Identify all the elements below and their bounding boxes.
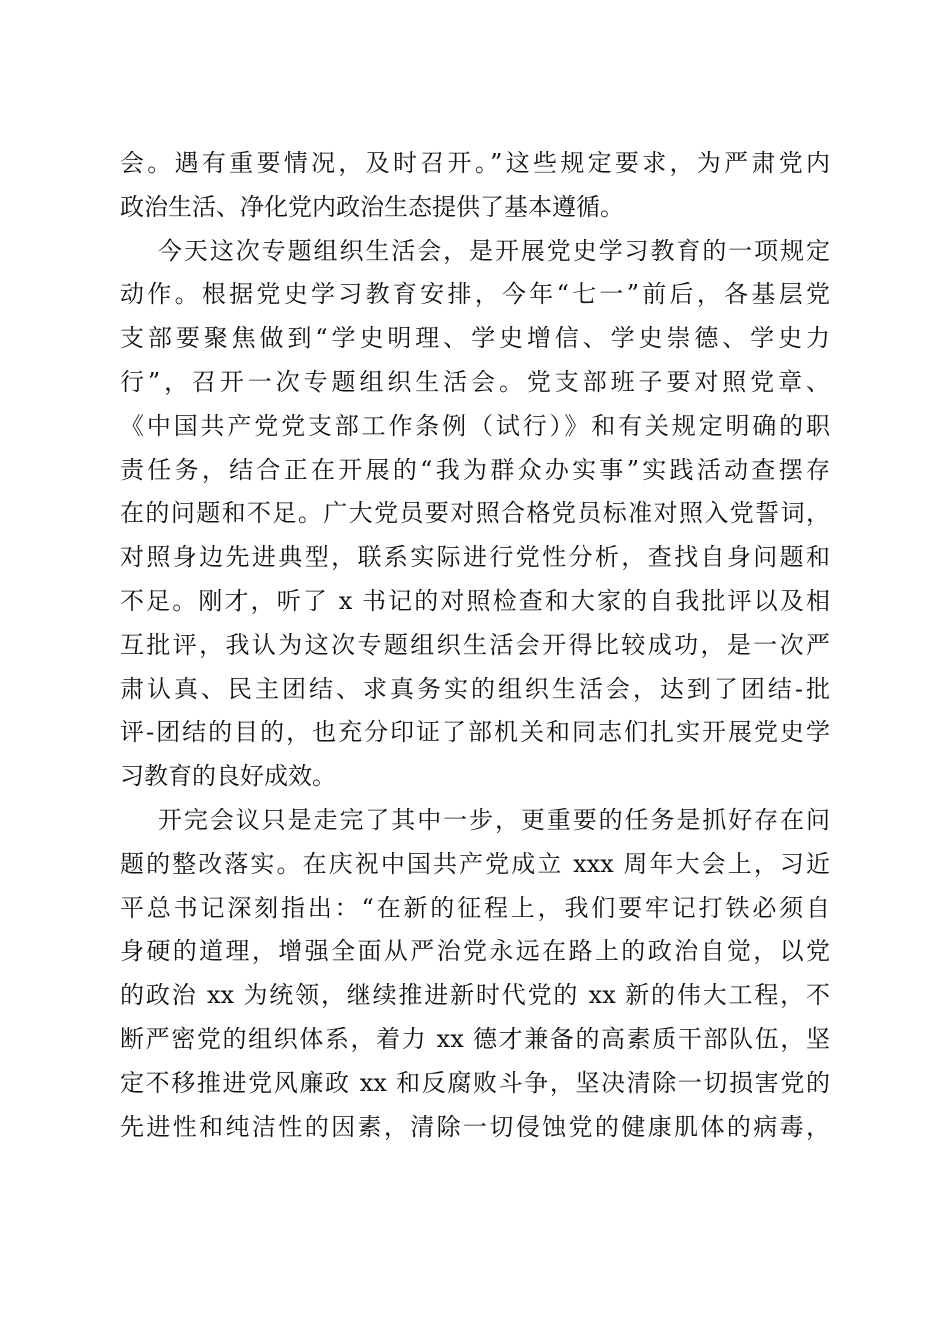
text-line: 行”，召开一次专题组织生活会。党支部班子要对照党章、 bbox=[120, 367, 830, 396]
text-line: 会。遇有重要情况，及时召开。”这些规定要求，为严肃党内 bbox=[120, 149, 830, 177]
text-line: 题的整改落实。在庆祝中国共产党成立 xxx 周年大会上，习近 bbox=[120, 849, 830, 878]
text-line: 评-团结的目的，也充分印证了部机关和同志们扎实开展党史学 bbox=[120, 718, 830, 747]
text-line: 动作。根据党史学习教育安排，今年“七一”前后，各基层党 bbox=[120, 280, 830, 309]
paragraph-3 bbox=[120, 799, 830, 1149]
text-line: 开完会议只是走完了其中一步，更重要的任务是抓好存在问 bbox=[158, 805, 830, 834]
text-line: 政治生活、净化党内政治生态提供了基本遵循。 bbox=[120, 192, 624, 221]
text-line: 《中国共产党党支部工作条例（试行）》和有关规定明确的职 bbox=[120, 411, 830, 440]
text-line: 先进性和纯洁性的因素，清除一切侵蚀党的健康肌体的病毒， bbox=[120, 1112, 830, 1141]
text-line: 断严密党的组织体系，着力 xx 德才兼备的高素质干部队伍，坚 bbox=[120, 1024, 830, 1053]
text-line: 肃认真、民主团结、求真务实的组织生活会，达到了团结-批 bbox=[120, 674, 830, 703]
text-line: 今天这次专题组织生活会，是开展党史学习教育的一项规定 bbox=[158, 236, 830, 265]
text-line: 对照身边先进典型，联系实际进行党性分析，查找自身问题和 bbox=[120, 543, 830, 572]
text-line: 的政治 xx 为统领，继续推进新时代党的 xx 新的伟大工程，不 bbox=[120, 981, 830, 1010]
text-line: 定不移推进党风廉政 xx 和反腐败斗争，坚决清除一切损害党的 bbox=[120, 1068, 830, 1097]
text-line: 习教育的良好成效。 bbox=[120, 762, 336, 791]
text-line: 不足。刚才，听了 x 书记的对照检查和大家的自我批评以及相 bbox=[120, 586, 830, 615]
text-line: 在的问题和不足。广大党员要对照合格党员标准对照入党誓词， bbox=[120, 499, 830, 528]
text-line: 身硬的道理，增强全面从严治党永远在路上的政治自觉，以党 bbox=[120, 937, 830, 966]
text-line: 责任务，结合正在开展的“我为群众办实事”实践活动查摆存 bbox=[120, 455, 830, 484]
body-text bbox=[120, 142, 830, 1149]
paragraph-2 bbox=[120, 230, 830, 799]
text-line: 互批评，我认为这次专题组织生活会开得比较成功，是一次严 bbox=[120, 630, 830, 659]
paragraph-1 bbox=[120, 142, 830, 230]
text-line: 支部要聚焦做到“学史明理、学史增信、学史崇德、学史力 bbox=[120, 324, 830, 353]
text-line: 平总书记深刻指出：“在新的征程上，我们要牢记打铁必须自 bbox=[120, 893, 830, 922]
